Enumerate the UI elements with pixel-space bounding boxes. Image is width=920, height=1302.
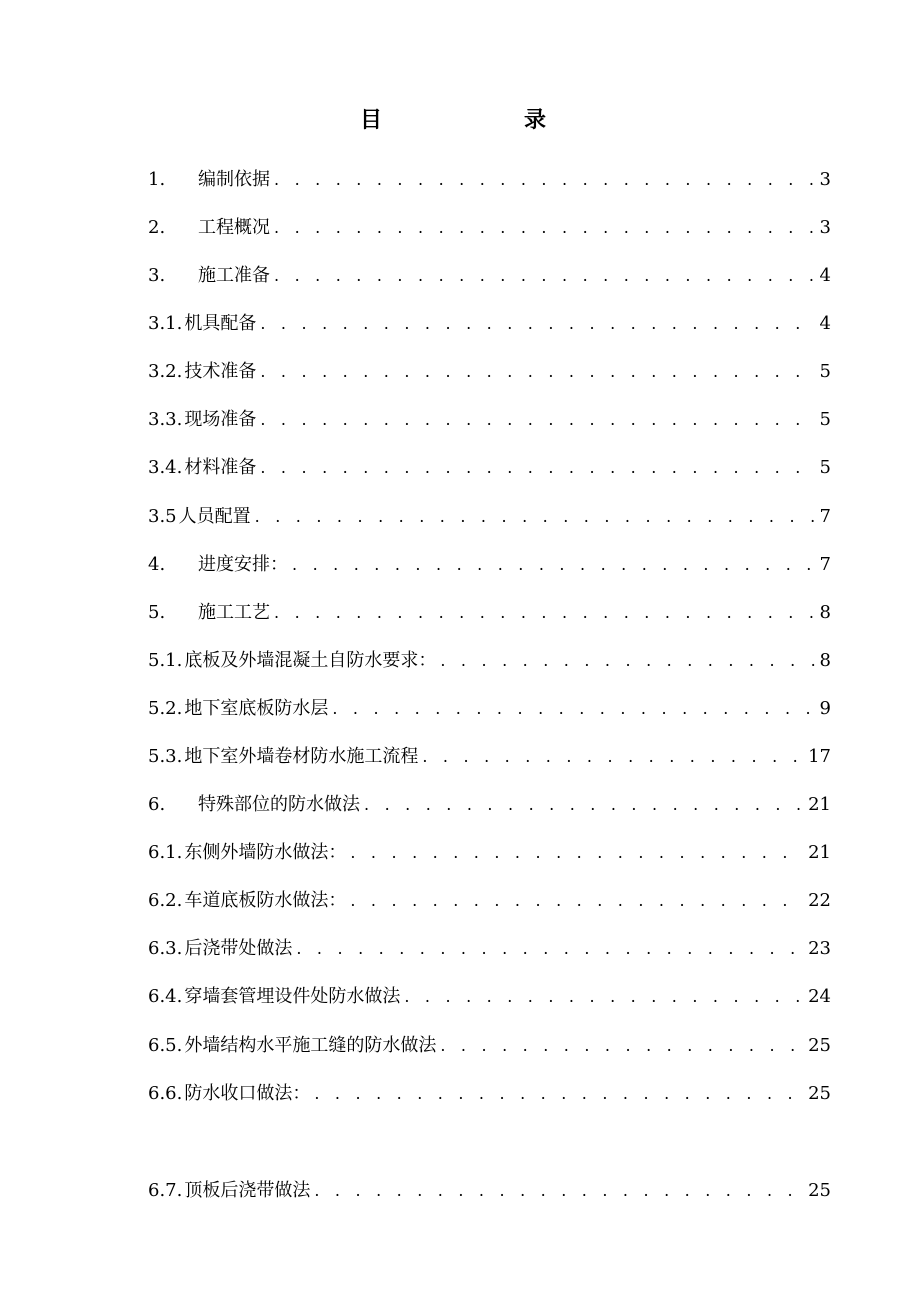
toc-entry-title: 后浇带处做法 — [184, 938, 293, 959]
toc-entry-page: 23 — [808, 938, 831, 959]
toc-entry-title: 编制依据 — [198, 169, 270, 190]
toc-entry-page: 17 — [808, 746, 831, 767]
toc-entry[interactable] — [148, 982, 831, 1012]
toc-entry-title: 防水收口做法： — [184, 1083, 311, 1104]
toc-entry-page: 21 — [808, 842, 831, 863]
toc-dot-leader — [350, 838, 804, 868]
toc-dot-leader — [260, 309, 815, 339]
toc-dot-leader — [440, 646, 815, 676]
toc-entry-page: 4 — [819, 313, 831, 334]
toc-entry-page: 22 — [808, 890, 831, 911]
toc-entry-title: 机具配备 — [184, 313, 257, 334]
toc-entry-title: 车道底板防水做法： — [184, 890, 347, 911]
toc-entry-page: 4 — [819, 265, 831, 286]
toc-entry-number: 6. — [148, 794, 166, 815]
toc-entry-number: 6.5. — [148, 1035, 183, 1056]
toc-entry-page: 5 — [819, 457, 831, 478]
toc-entry-title: 地下室外墙卷材防水施工流程 — [184, 746, 419, 767]
toc-entry[interactable] — [148, 1079, 831, 1109]
toc-entry-page: 5 — [819, 361, 831, 382]
toc-entry-title: 地下室底板防水层 — [184, 698, 329, 719]
toc-title: 目 录 — [359, 107, 606, 133]
toc-entry[interactable] — [148, 213, 831, 243]
toc-entry-page: 8 — [819, 650, 831, 671]
toc-dot-leader — [260, 453, 815, 483]
toc-entry[interactable] — [148, 502, 831, 532]
toc-entry[interactable] — [148, 886, 831, 916]
toc-entry[interactable] — [148, 694, 831, 724]
toc-entry-number: 6.2. — [148, 890, 183, 911]
toc-entry-title: 特殊部位的防水做法 — [198, 794, 360, 815]
toc-entry-title: 东侧外墙防水做法： — [184, 842, 347, 863]
toc-entry-number: 6.3. — [148, 938, 183, 959]
toc-entry-title: 技术准备 — [184, 361, 257, 382]
toc-entry-number: 4. — [148, 554, 166, 575]
toc-dot-leader — [440, 1031, 804, 1061]
toc-dot-leader — [314, 1079, 804, 1109]
toc-dot-leader — [274, 213, 816, 243]
toc-entry-number: 2. — [148, 217, 166, 238]
toc-entry[interactable] — [148, 1176, 831, 1206]
toc-entry-number: 6.4. — [148, 986, 183, 1007]
toc-entry-page: 24 — [808, 986, 831, 1007]
toc-entry-number: 6.6. — [148, 1083, 183, 1104]
toc-entry-title: 底板及外墙混凝土自防水要求： — [184, 650, 437, 671]
toc-entry-number: 3.1. — [148, 313, 183, 334]
toc-dot-leader — [296, 934, 804, 964]
toc-entry-page: 7 — [819, 506, 831, 527]
toc-dot-leader — [364, 790, 804, 820]
toc-entry-number: 5.1. — [148, 650, 183, 671]
toc-dot-leader — [314, 1176, 804, 1206]
toc-entry[interactable] — [148, 934, 831, 964]
toc-dot-leader — [260, 357, 815, 387]
toc-entry-title: 材料准备 — [184, 457, 257, 478]
toc-entry-number: 3.5 — [148, 506, 177, 527]
toc-entry[interactable] — [148, 165, 831, 195]
toc-entry[interactable] — [148, 357, 831, 387]
toc-entry-number: 6.1. — [148, 842, 183, 863]
toc-entry-number: 6.7. — [148, 1180, 183, 1201]
toc-dot-leader — [274, 598, 816, 628]
toc-entry-page: 7 — [819, 554, 831, 575]
toc-dot-leader — [260, 405, 815, 435]
toc-entry-page: 25 — [808, 1180, 831, 1201]
toc-entry[interactable] — [148, 742, 831, 772]
toc-entry-title: 外墙结构水平施工缝的防水做法 — [184, 1035, 437, 1056]
toc-entry-page: 25 — [808, 1035, 831, 1056]
toc-entry-title: 施工工艺 — [198, 602, 270, 623]
toc-entry-page: 8 — [819, 602, 831, 623]
toc-entry[interactable] — [148, 309, 831, 339]
toc-entry-number: 1. — [148, 169, 166, 190]
toc-entry-number: 5. — [148, 602, 166, 623]
toc-entry[interactable] — [148, 1031, 831, 1061]
toc-dot-leader — [274, 165, 816, 195]
toc-dot-leader — [422, 742, 804, 772]
toc-entry[interactable] — [148, 598, 831, 628]
toc-entry[interactable] — [148, 261, 831, 291]
toc-dot-leader — [292, 550, 816, 580]
toc-entry-number: 5.3. — [148, 746, 183, 767]
toc-entry-title: 施工准备 — [198, 265, 270, 286]
toc-entry-title: 工程概况 — [198, 217, 270, 238]
toc-entry[interactable] — [148, 790, 831, 820]
toc-dot-leader — [274, 261, 816, 291]
toc-entry-number: 3.4. — [148, 457, 183, 478]
toc-entry-page: 9 — [819, 698, 831, 719]
toc-dot-leader — [404, 982, 804, 1012]
toc-entry[interactable] — [148, 405, 831, 435]
toc-entry[interactable] — [148, 646, 831, 676]
toc-entry[interactable] — [148, 453, 831, 483]
toc-entry-page: 21 — [808, 794, 831, 815]
toc-dot-leader — [255, 502, 816, 532]
toc-entry-number: 3.3. — [148, 409, 183, 430]
toc-entry-title: 顶板后浇带做法 — [184, 1180, 311, 1201]
toc-entry-page: 25 — [808, 1083, 831, 1104]
toc-entry-page: 3 — [819, 169, 831, 190]
toc-entry-title: 现场准备 — [184, 409, 257, 430]
toc-entry-number: 5.2. — [148, 698, 183, 719]
toc-entry-title: 进度安排： — [198, 554, 288, 575]
toc-entry-title: 人员配置 — [178, 506, 251, 527]
toc-dot-leader — [332, 694, 815, 724]
toc-dot-leader — [350, 886, 804, 916]
toc-entry[interactable] — [148, 550, 831, 580]
toc-entry-number: 3. — [148, 265, 166, 286]
toc-entry-page: 5 — [819, 409, 831, 430]
toc-entry[interactable] — [148, 838, 831, 868]
toc-entry-number: 3.2. — [148, 361, 183, 382]
toc-entry-title: 穿墙套管埋设件处防水做法 — [184, 986, 401, 1007]
toc-entry-page: 3 — [819, 217, 831, 238]
